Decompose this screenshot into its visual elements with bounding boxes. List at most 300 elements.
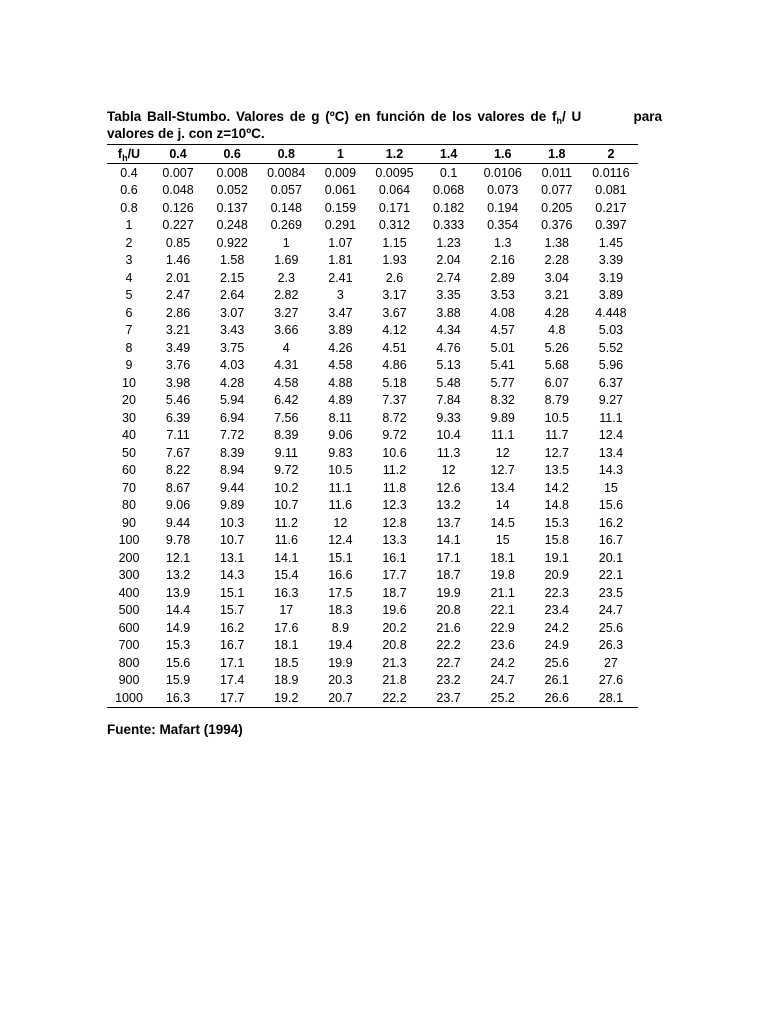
g-value-cell: 1.81 xyxy=(328,253,353,268)
g-value-cell: 0.171 xyxy=(378,200,411,215)
row-fh-u-value: 20 xyxy=(122,393,136,408)
row-fh-u-value: 0.6 xyxy=(120,183,138,198)
g-value-cell: 1.3 xyxy=(494,235,512,250)
g-value-cell: 27 xyxy=(603,655,618,670)
g-value-cell: 14.5 xyxy=(490,515,515,530)
g-value-cell: 3.07 xyxy=(219,305,245,320)
g-value-cell: 24.9 xyxy=(544,638,569,653)
g-value-cell: 20.8 xyxy=(382,638,407,653)
g-value-cell: 0.009 xyxy=(324,165,357,180)
g-value-cell: 25.2 xyxy=(476,689,530,707)
g-value-cell: 13.2 xyxy=(436,498,461,513)
table-row xyxy=(107,182,638,200)
g-value-cell: 8.9 xyxy=(331,620,350,635)
g-value-cell: 3.53 xyxy=(490,288,515,303)
row-fh-u-value: 0.4 xyxy=(120,165,138,180)
g-value-cell: 21.6 xyxy=(436,620,461,635)
table-row xyxy=(107,532,638,550)
g-value-cell: 25.6 xyxy=(598,620,624,635)
table-row xyxy=(107,287,638,305)
g-value-cell: 5.52 xyxy=(598,340,624,355)
g-value-cell: 6.39 xyxy=(165,410,191,425)
g-value-cell: 17.6 xyxy=(274,620,299,635)
g-value-cell: 1.93 xyxy=(382,253,407,268)
g-value-cell: 8.11 xyxy=(328,410,353,425)
g-value-cell: 0.159 xyxy=(324,200,357,215)
g-value-cell: 4.88 xyxy=(328,375,353,390)
g-value-cell: 14.1 xyxy=(436,533,461,548)
g-value-cell: 10.7 xyxy=(274,498,299,513)
table-row xyxy=(107,619,638,637)
table-row xyxy=(107,654,638,672)
g-value-cell: 4.58 xyxy=(328,358,353,373)
g-value-cell: 3.89 xyxy=(598,288,624,303)
row-fh-u-value: 3 xyxy=(125,253,133,268)
g-value-cell: 17.1 xyxy=(436,550,461,565)
table-row xyxy=(107,234,638,252)
g-value-cell: 10.3 xyxy=(219,515,245,530)
g-value-cell: 2.41 xyxy=(328,270,353,285)
g-value-cell: 4 xyxy=(282,340,290,355)
g-value-cell: 12 xyxy=(441,463,456,478)
g-value-cell: 12.4 xyxy=(328,533,353,548)
g-value-cell: 10.2 xyxy=(274,480,299,495)
g-value-cell: 14.2 xyxy=(544,480,569,495)
g-value-cell: 21.3 xyxy=(382,655,407,670)
g-value-cell: 20.2 xyxy=(382,620,407,635)
g-value-cell: 4.58 xyxy=(274,375,299,390)
row-fh-u-value: 50 xyxy=(122,445,136,460)
table-row xyxy=(107,637,638,655)
g-value-cell: 17.5 xyxy=(328,585,353,600)
header-j-value: 1 xyxy=(313,145,367,164)
row-fh-u-value: 30 xyxy=(122,410,136,425)
g-value-cell: 13.4 xyxy=(598,445,624,460)
g-value-cell: 25.6 xyxy=(544,655,569,670)
g-value-cell: 2.82 xyxy=(274,288,299,303)
g-value-cell: 0.248 xyxy=(216,218,248,233)
g-value-cell: 0.312 xyxy=(378,218,411,233)
g-value-cell: 18.7 xyxy=(436,568,461,583)
g-value-cell: 23.4 xyxy=(544,603,569,618)
g-value-cell: 8.94 xyxy=(219,463,245,478)
g-value-cell: 11.2 xyxy=(274,515,298,530)
g-value-cell: 0.354 xyxy=(487,218,519,233)
g-value-cell: 4.448 xyxy=(595,305,627,320)
row-fh-u-value: 90 xyxy=(122,515,136,530)
g-value-cell: 0.1 xyxy=(439,165,458,180)
g-value-cell: 2.6 xyxy=(385,270,404,285)
g-value-cell: 11.3 xyxy=(436,445,461,460)
g-value-cell: 1.69 xyxy=(274,253,299,268)
g-value-cell: 3.98 xyxy=(165,375,191,390)
g-value-cell: 0.068 xyxy=(432,183,465,198)
g-value-cell: 4.26 xyxy=(328,340,353,355)
g-value-cell: 15.3 xyxy=(544,515,569,530)
g-value-cell: 3.21 xyxy=(544,288,569,303)
table-row xyxy=(107,584,638,602)
g-value-cell: 0.137 xyxy=(216,200,248,215)
g-value-cell: 9.83 xyxy=(328,445,353,460)
g-value-cell: 9.06 xyxy=(165,498,191,513)
header-j-value: 0.6 xyxy=(205,145,259,164)
g-value-cell: 15.7 xyxy=(219,603,245,618)
g-value-cell: 4.03 xyxy=(219,358,245,373)
g-value-cell: 23.7 xyxy=(422,689,476,707)
table-row xyxy=(107,479,638,497)
g-value-cell: 9.27 xyxy=(598,393,624,408)
row-fh-u-value: 800 xyxy=(118,655,140,670)
g-value-cell: 2.3 xyxy=(277,270,295,285)
g-value-cell: 5.94 xyxy=(219,393,245,408)
g-value-cell: 27.6 xyxy=(598,673,624,688)
g-value-cell: 2.28 xyxy=(544,253,569,268)
header-j-value: 0.4 xyxy=(151,145,205,164)
g-value-cell: 15.6 xyxy=(165,655,191,670)
g-value-cell: 9.06 xyxy=(328,428,353,443)
g-value-cell: 6.94 xyxy=(219,410,245,425)
g-value-cell: 4.12 xyxy=(382,323,407,338)
row-fh-u-value: 6 xyxy=(125,305,133,320)
row-fh-u-value: 2 xyxy=(125,235,133,250)
g-value-cell: 15.6 xyxy=(598,498,624,513)
g-value-cell: 2.64 xyxy=(219,288,245,303)
row-fh-u-value: 1000 xyxy=(107,689,151,707)
g-value-cell: 13.5 xyxy=(544,463,569,478)
g-value-cell: 1.15 xyxy=(382,235,407,250)
g-value-cell: 24.7 xyxy=(490,673,515,688)
row-fh-u-value: 0.8 xyxy=(120,200,138,215)
g-value-cell: 5.48 xyxy=(436,375,461,390)
g-value-cell: 17 xyxy=(279,603,294,618)
table-row xyxy=(107,269,638,287)
g-value-cell: 9.44 xyxy=(219,480,245,495)
g-value-cell: 10.6 xyxy=(382,445,407,460)
g-value-cell: 19.9 xyxy=(328,655,353,670)
g-value-cell: 1.58 xyxy=(219,253,245,268)
g-value-cell: 3.27 xyxy=(274,305,299,320)
g-value-cell: 8.22 xyxy=(165,463,191,478)
g-value-cell: 0.011 xyxy=(541,165,572,180)
g-value-cell: 5.68 xyxy=(544,358,569,373)
g-value-cell: 22.3 xyxy=(544,585,569,600)
g-value-cell: 12.4 xyxy=(598,428,624,443)
g-value-cell: 22.2 xyxy=(367,689,421,707)
g-value-cell: 9.78 xyxy=(165,533,191,548)
table-caption xyxy=(107,108,662,142)
g-value-cell: 12.7 xyxy=(544,445,569,460)
g-value-cell: 0.148 xyxy=(270,200,302,215)
g-value-cell: 9.44 xyxy=(165,515,191,530)
g-value-cell: 7.72 xyxy=(219,428,245,443)
g-value-cell: 12.3 xyxy=(382,498,407,513)
g-value-cell: 4.34 xyxy=(436,323,461,338)
g-value-cell: 7.56 xyxy=(274,410,299,425)
header-j-value: 1.2 xyxy=(367,145,421,164)
g-value-cell: 28.1 xyxy=(584,689,638,707)
g-value-cell: 19.9 xyxy=(436,585,461,600)
caption-line-1 xyxy=(107,108,662,125)
row-fh-u-value: 900 xyxy=(118,673,140,688)
g-value-cell: 16.3 xyxy=(274,585,299,600)
table-row xyxy=(107,689,638,707)
g-value-cell: 0.922 xyxy=(216,235,248,250)
g-value-cell: 0.007 xyxy=(162,165,194,180)
header-row xyxy=(107,145,638,164)
g-value-cell: 5.46 xyxy=(165,393,191,408)
g-value-cell: 10.5 xyxy=(328,463,353,478)
g-value-cell: 12 xyxy=(333,515,348,530)
g-value-cell: 0.333 xyxy=(432,218,465,233)
g-value-cell: 18.1 xyxy=(490,550,515,565)
g-value-cell: 12.1 xyxy=(165,550,191,565)
g-value-cell: 15.1 xyxy=(328,550,353,565)
g-value-cell: 13.9 xyxy=(165,585,191,600)
g-value-cell: 15.4 xyxy=(274,568,299,583)
g-value-cell: 5.77 xyxy=(490,375,515,390)
g-value-cell: 26.1 xyxy=(544,673,569,688)
g-value-cell: 20.8 xyxy=(436,603,461,618)
g-value-cell: 14 xyxy=(495,498,510,513)
table-row xyxy=(107,392,638,410)
row-fh-u-value: 8 xyxy=(125,340,133,355)
g-value-cell: 0.205 xyxy=(541,200,573,215)
g-value-cell: 7.67 xyxy=(165,445,191,460)
g-value-cell: 11.6 xyxy=(274,533,298,548)
g-value-cell: 9.33 xyxy=(436,410,461,425)
g-value-cell: 12.8 xyxy=(382,515,407,530)
g-value-cell: 3.66 xyxy=(274,323,299,338)
g-value-cell: 19.8 xyxy=(490,568,515,583)
row-fh-u-value: 4 xyxy=(125,270,133,285)
g-value-cell: 24.7 xyxy=(598,603,624,618)
g-value-cell: 7.11 xyxy=(166,428,190,443)
row-fh-u-value: 100 xyxy=(118,533,140,548)
g-value-cell: 0.064 xyxy=(378,183,411,198)
g-value-cell: 8.67 xyxy=(165,480,191,495)
g-value-cell: 4.86 xyxy=(382,358,407,373)
g-value-cell: 1.38 xyxy=(544,235,569,250)
table-header xyxy=(107,145,638,164)
g-value-cell: 21.8 xyxy=(382,673,407,688)
g-value-cell: 8.72 xyxy=(382,410,407,425)
g-value-cell: 4.89 xyxy=(328,393,353,408)
caption-title: Tabla Ball-Stumbo. Valores de g (ºC) en función de los valores de $f_h/$ U xyxy=(107,109,582,126)
table-row xyxy=(107,567,638,585)
row-fh-u-value: 9 xyxy=(125,358,133,373)
table-row xyxy=(107,374,638,392)
table-row xyxy=(107,514,638,532)
g-value-cell: 0.182 xyxy=(432,200,465,215)
g-value-cell: 16.6 xyxy=(328,568,353,583)
ball-stumbo-table xyxy=(107,144,638,708)
g-value-cell: 20.7 xyxy=(313,689,367,707)
g-value-cell: 0.073 xyxy=(487,183,519,198)
g-value-cell: 6.37 xyxy=(598,375,624,390)
row-fh-u-value: 200 xyxy=(118,550,140,565)
g-value-cell: 3.76 xyxy=(165,358,191,373)
g-value-cell: 19.2 xyxy=(259,689,313,707)
row-fh-u-value: 70 xyxy=(122,480,136,495)
g-value-cell: 19.4 xyxy=(328,638,353,653)
g-value-cell: 3.67 xyxy=(382,305,407,320)
g-value-cell: 16.2 xyxy=(598,515,624,530)
g-value-cell: 11.6 xyxy=(328,498,353,513)
g-value-cell: 20.9 xyxy=(544,568,569,583)
g-value-cell: 2.15 xyxy=(219,270,245,285)
g-value-cell: 1.46 xyxy=(165,253,191,268)
g-value-cell: 14.3 xyxy=(598,463,624,478)
g-value-cell: 18.1 xyxy=(274,638,299,653)
g-value-cell: 2.74 xyxy=(436,270,461,285)
g-value-cell: 14.3 xyxy=(219,568,245,583)
g-value-cell: 20.3 xyxy=(328,673,353,688)
g-value-cell: 4.08 xyxy=(490,305,515,320)
row-fh-u-value: 700 xyxy=(118,638,140,653)
g-value-cell: 3.43 xyxy=(219,323,245,338)
g-value-cell: 0.269 xyxy=(270,218,302,233)
g-value-cell: 4.28 xyxy=(219,375,245,390)
g-value-cell: 0.048 xyxy=(162,183,194,198)
g-value-cell: 2.86 xyxy=(165,305,191,320)
g-value-cell: 3.35 xyxy=(436,288,461,303)
g-value-cell: 3.49 xyxy=(165,340,191,355)
g-value-cell: 4.51 xyxy=(382,340,407,355)
g-value-cell: 11.8 xyxy=(382,480,407,495)
g-value-cell: 12 xyxy=(495,445,510,460)
row-fh-u-value: 60 xyxy=(122,463,136,478)
g-value-cell: 3.75 xyxy=(219,340,245,355)
g-value-cell: 3.47 xyxy=(328,305,353,320)
g-value-cell: 2.16 xyxy=(490,253,515,268)
table-row xyxy=(107,672,638,690)
table-row xyxy=(107,217,638,235)
g-value-cell: 5.18 xyxy=(382,375,407,390)
g-value-cell: 9.72 xyxy=(382,428,407,443)
g-value-cell: 26.6 xyxy=(530,689,584,707)
g-value-cell: 0.0116 xyxy=(592,165,630,180)
g-value-cell: 22.9 xyxy=(490,620,515,635)
table-row xyxy=(107,322,638,340)
g-value-cell: 1.45 xyxy=(598,235,624,250)
g-value-cell: 18.5 xyxy=(274,655,299,670)
g-value-cell: 15.9 xyxy=(165,673,191,688)
g-value-cell: 20.1 xyxy=(598,550,624,565)
g-value-cell: 14.8 xyxy=(544,498,569,513)
g-value-cell: 13.3 xyxy=(382,533,407,548)
g-value-cell: 0.397 xyxy=(595,218,627,233)
g-value-cell: 0.0106 xyxy=(483,165,522,180)
g-value-cell: 8.39 xyxy=(219,445,245,460)
g-value-cell: 6.42 xyxy=(274,393,299,408)
g-value-cell: 14.4 xyxy=(165,603,191,618)
g-value-cell: 13.2 xyxy=(165,568,191,583)
g-value-cell: 4.57 xyxy=(490,323,515,338)
g-value-cell: 5.96 xyxy=(598,358,624,373)
g-value-cell: 17.1 xyxy=(219,655,245,670)
g-value-cell: 14.1 xyxy=(274,550,299,565)
table-row xyxy=(107,252,638,270)
g-value-cell: 15 xyxy=(495,533,510,548)
g-value-cell: 0.291 xyxy=(324,218,357,233)
g-value-cell: 24.2 xyxy=(544,620,569,635)
table-row xyxy=(107,462,638,480)
g-value-cell: 0.081 xyxy=(595,183,627,198)
table-row xyxy=(107,304,638,322)
g-value-cell: 11.1 xyxy=(491,428,515,443)
g-value-cell: 9.89 xyxy=(219,498,245,513)
g-value-cell: 8.32 xyxy=(490,393,515,408)
g-value-cell: 3.39 xyxy=(598,253,624,268)
g-value-cell: 3.21 xyxy=(165,323,191,338)
g-value-cell: 7.37 xyxy=(382,393,407,408)
g-value-cell: 0.057 xyxy=(270,183,302,198)
g-value-cell: 22.2 xyxy=(436,638,461,653)
g-value-cell: 12.7 xyxy=(490,463,515,478)
table-row xyxy=(107,549,638,567)
g-value-cell: 3.17 xyxy=(382,288,407,303)
g-value-cell: 16.1 xyxy=(382,550,407,565)
row-fh-u-value: 7 xyxy=(125,323,133,338)
header-j-value: 1.8 xyxy=(530,145,584,164)
g-value-cell: 10.4 xyxy=(436,428,461,443)
g-value-cell: 12.6 xyxy=(436,480,461,495)
table-row xyxy=(107,409,638,427)
g-value-cell: 11.7 xyxy=(545,428,569,443)
g-value-cell: 16.2 xyxy=(219,620,245,635)
g-value-cell: 2.89 xyxy=(490,270,515,285)
g-value-cell: 11.1 xyxy=(599,410,623,425)
g-value-cell: 2.01 xyxy=(165,270,191,285)
g-value-cell: 3.89 xyxy=(328,323,353,338)
g-value-cell: 9.11 xyxy=(274,445,298,460)
table-row xyxy=(107,339,638,357)
row-fh-u-value: 5 xyxy=(125,288,133,303)
g-value-cell: 24.2 xyxy=(490,655,515,670)
g-value-cell: 13.1 xyxy=(219,550,245,565)
g-value-cell: 5.01 xyxy=(490,340,515,355)
table-row xyxy=(107,199,638,217)
g-value-cell: 23.6 xyxy=(490,638,515,653)
g-value-cell: 14.9 xyxy=(165,620,191,635)
g-value-cell: 17.4 xyxy=(219,673,245,688)
g-value-cell: 5.03 xyxy=(598,323,624,338)
row-fh-u-value: 400 xyxy=(118,585,140,600)
g-value-cell: 18.9 xyxy=(274,673,299,688)
header-j-value: 0.8 xyxy=(259,145,313,164)
g-value-cell: 9.89 xyxy=(490,410,515,425)
g-value-cell: 13.4 xyxy=(490,480,515,495)
g-value-cell: 0.85 xyxy=(165,235,191,250)
row-fh-u-value: 10 xyxy=(122,375,136,390)
g-value-cell: 22.1 xyxy=(490,603,515,618)
table-row xyxy=(107,602,638,620)
g-value-cell: 5.41 xyxy=(490,358,515,373)
g-value-cell: 0.052 xyxy=(216,183,248,198)
g-value-cell: 3.19 xyxy=(598,270,624,285)
row-fh-u-value: 600 xyxy=(118,620,140,635)
g-value-cell: 7.84 xyxy=(436,393,461,408)
g-value-cell: 21.1 xyxy=(490,585,515,600)
g-value-cell: 22.1 xyxy=(598,568,624,583)
g-value-cell: 9.72 xyxy=(274,463,299,478)
g-value-cell: 3.04 xyxy=(544,270,569,285)
g-value-cell: 3 xyxy=(336,288,344,303)
g-value-cell: 26.3 xyxy=(598,638,624,653)
g-value-cell: 16.7 xyxy=(219,638,245,653)
g-value-cell: 0.0084 xyxy=(267,165,306,180)
g-value-cell: 1 xyxy=(282,235,290,250)
